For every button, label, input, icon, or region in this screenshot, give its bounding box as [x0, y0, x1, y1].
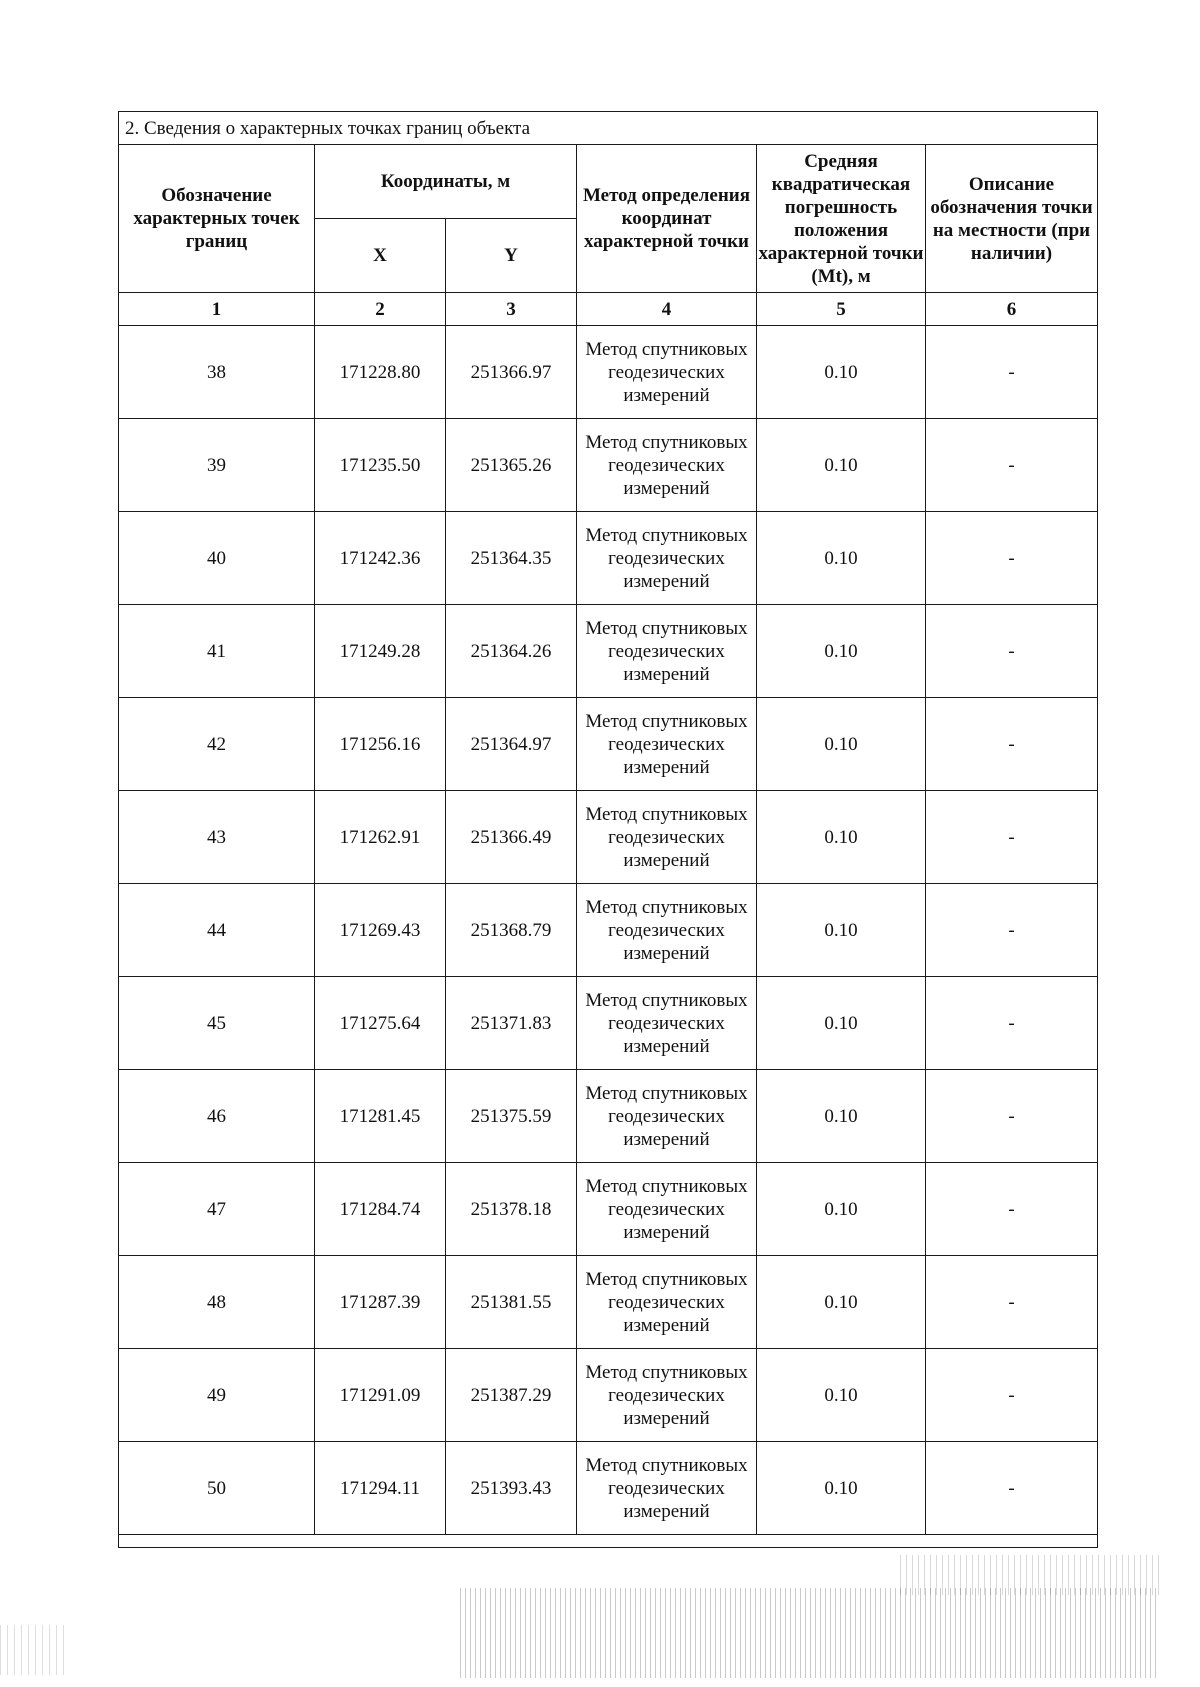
point-designation-cell: 38	[119, 326, 315, 419]
description-cell: -	[926, 1256, 1098, 1349]
mean-square-error-cell: 0.10	[757, 419, 926, 512]
description-cell: -	[926, 1070, 1098, 1163]
table-row	[119, 1349, 1098, 1442]
mean-square-error-cell: 0.10	[757, 1163, 926, 1256]
point-designation-cell: 44	[119, 884, 315, 977]
document-page	[118, 111, 1097, 1548]
table-row	[119, 1163, 1098, 1256]
description-cell: -	[926, 512, 1098, 605]
description-cell: -	[926, 605, 1098, 698]
point-designation-cell: 50	[119, 1442, 315, 1535]
header-coordinates: Координаты, м	[315, 145, 577, 219]
description-cell: -	[926, 326, 1098, 419]
header-mean-square-error: Средняя квадратическая погрешность положения характерной точки (Mt), м	[757, 145, 926, 293]
mean-square-error-cell: 0.10	[757, 1256, 926, 1349]
mean-square-error-cell: 0.10	[757, 1442, 926, 1535]
coord-y-cell: 251368.79	[446, 884, 577, 977]
table-body	[119, 326, 1098, 1535]
coord-x-cell: 171235.50	[315, 419, 446, 512]
point-designation-cell: 47	[119, 1163, 315, 1256]
coord-y-cell: 251387.29	[446, 1349, 577, 1442]
table-tail-cell	[119, 1535, 1098, 1548]
coord-x-cell: 171256.16	[315, 698, 446, 791]
column-number: 5	[757, 293, 926, 326]
mean-square-error-cell: 0.10	[757, 605, 926, 698]
table-row	[119, 977, 1098, 1070]
method-cell: Метод спутниковых геодезических измерений	[577, 977, 757, 1070]
boundary-points-table	[118, 111, 1098, 1548]
description-cell: -	[926, 698, 1098, 791]
point-designation-cell: 39	[119, 419, 315, 512]
method-cell: Метод спутниковых геодезических измерений	[577, 1070, 757, 1163]
coord-x-cell: 171281.45	[315, 1070, 446, 1163]
method-cell: Метод спутниковых геодезических измерений	[577, 791, 757, 884]
description-cell: -	[926, 791, 1098, 884]
method-cell: Метод спутниковых геодезических измерений	[577, 1349, 757, 1442]
scan-noise	[900, 1555, 1160, 1595]
column-number: 2	[315, 293, 446, 326]
method-cell: Метод спутниковых геодезических измерений	[577, 1442, 757, 1535]
point-designation-cell: 49	[119, 1349, 315, 1442]
coord-x-cell: 171262.91	[315, 791, 446, 884]
mean-square-error-cell: 0.10	[757, 1070, 926, 1163]
table-row	[119, 791, 1098, 884]
coord-x-cell: 171269.43	[315, 884, 446, 977]
point-designation-cell: 41	[119, 605, 315, 698]
method-cell: Метод спутниковых геодезических измерений	[577, 419, 757, 512]
scan-noise	[460, 1588, 1160, 1678]
table-tail-row	[119, 1535, 1098, 1548]
table-row	[119, 1256, 1098, 1349]
table-row	[119, 1070, 1098, 1163]
table-row	[119, 419, 1098, 512]
point-designation-cell: 48	[119, 1256, 315, 1349]
coord-y-cell: 251364.26	[446, 605, 577, 698]
section-title: 2. Сведения о характерных точках границ объекта	[119, 112, 1098, 145]
mean-square-error-cell: 0.10	[757, 884, 926, 977]
column-number-row	[119, 293, 1098, 326]
method-cell: Метод спутниковых геодезических измерений	[577, 698, 757, 791]
description-cell: -	[926, 419, 1098, 512]
header-method: Метод определения координат характерной точки	[577, 145, 757, 293]
method-cell: Метод спутниковых геодезических измерений	[577, 512, 757, 605]
header-description: Описание обозначения точки на местности (при наличии)	[926, 145, 1098, 293]
coord-x-cell: 171291.09	[315, 1349, 446, 1442]
description-cell: -	[926, 1349, 1098, 1442]
description-cell: -	[926, 1442, 1098, 1535]
coord-y-cell: 251381.55	[446, 1256, 577, 1349]
column-number: 3	[446, 293, 577, 326]
header-x: X	[315, 219, 446, 293]
coord-y-cell: 251393.43	[446, 1442, 577, 1535]
column-number: 1	[119, 293, 315, 326]
mean-square-error-cell: 0.10	[757, 977, 926, 1070]
coord-x-cell: 171242.36	[315, 512, 446, 605]
mean-square-error-cell: 0.10	[757, 791, 926, 884]
table-row	[119, 698, 1098, 791]
mean-square-error-cell: 0.10	[757, 1349, 926, 1442]
description-cell: -	[926, 1163, 1098, 1256]
coord-x-cell: 171275.64	[315, 977, 446, 1070]
coord-y-cell: 251364.97	[446, 698, 577, 791]
method-cell: Метод спутниковых геодезических измерений	[577, 884, 757, 977]
mean-square-error-cell: 0.10	[757, 698, 926, 791]
coord-y-cell: 251371.83	[446, 977, 577, 1070]
description-cell: -	[926, 884, 1098, 977]
coord-x-cell: 171287.39	[315, 1256, 446, 1349]
table-row	[119, 884, 1098, 977]
coord-y-cell: 251366.97	[446, 326, 577, 419]
method-cell: Метод спутниковых геодезических измерений	[577, 605, 757, 698]
coord-y-cell: 251366.49	[446, 791, 577, 884]
point-designation-cell: 42	[119, 698, 315, 791]
coord-y-cell: 251365.26	[446, 419, 577, 512]
mean-square-error-cell: 0.10	[757, 512, 926, 605]
point-designation-cell: 45	[119, 977, 315, 1070]
point-designation-cell: 40	[119, 512, 315, 605]
coord-x-cell: 171294.11	[315, 1442, 446, 1535]
method-cell: Метод спутниковых геодезических измерений	[577, 1256, 757, 1349]
coord-x-cell: 171284.74	[315, 1163, 446, 1256]
method-cell: Метод спутниковых геодезических измерений	[577, 1163, 757, 1256]
coord-y-cell: 251378.18	[446, 1163, 577, 1256]
method-cell: Метод спутниковых геодезических измерений	[577, 326, 757, 419]
table-row	[119, 605, 1098, 698]
coord-x-cell: 171228.80	[315, 326, 446, 419]
column-number: 6	[926, 293, 1098, 326]
coord-y-cell: 251375.59	[446, 1070, 577, 1163]
coord-y-cell: 251364.35	[446, 512, 577, 605]
header-y: Y	[446, 219, 577, 293]
point-designation-cell: 43	[119, 791, 315, 884]
scan-noise	[0, 1625, 70, 1675]
header-point-designation: Обозначение характерных точек границ	[119, 145, 315, 293]
point-designation-cell: 46	[119, 1070, 315, 1163]
table-row	[119, 326, 1098, 419]
description-cell: -	[926, 977, 1098, 1070]
column-number: 4	[577, 293, 757, 326]
table-row	[119, 512, 1098, 605]
coord-x-cell: 171249.28	[315, 605, 446, 698]
mean-square-error-cell: 0.10	[757, 326, 926, 419]
table-row	[119, 1442, 1098, 1535]
